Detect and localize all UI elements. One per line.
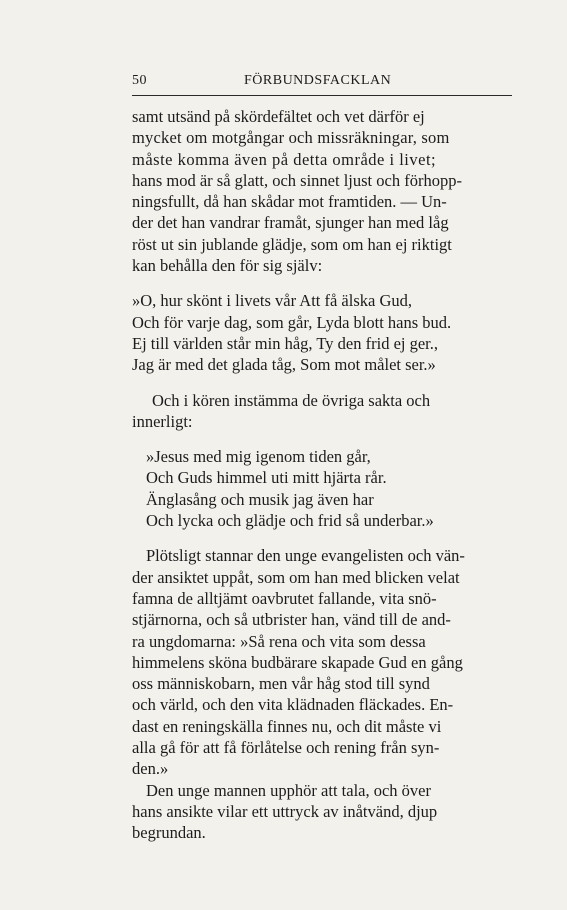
verse-line: Och lycka och glädje och frid så underbar.»: [146, 511, 434, 531]
paragraph-4: [132, 780, 512, 844]
text-line: Och i kören instämma de övriga sakta och: [152, 390, 431, 410]
text-line: kan behålla den för sig själv:: [132, 256, 323, 276]
verse-line: Jag är med det glada tåg, Som mot målet ser.»: [132, 355, 436, 375]
text-line: och värld, och den vita klädnaden fläckades. En-: [132, 695, 454, 715]
verse-line: Och för varje dag, som går, Lyda blott hans bud.: [132, 312, 452, 332]
text-line: dast en reningskälla finnes nu, och dit måste vi: [132, 716, 442, 736]
running-title: FÖRBUNDSFACKLAN: [244, 73, 392, 88]
text-line: mycket om motgångar och missräkningar, som: [132, 128, 450, 148]
text-line: ra ungdomarna: »Så rena och vita som dessa: [132, 631, 426, 651]
text-line: innerligt:: [132, 411, 193, 431]
text-line: hans mod är så glatt, och sinnet ljust och förhopp-: [132, 170, 462, 190]
verse-line: Och Guds himmel uti mitt hjärta rår.: [146, 468, 387, 488]
text-line: stjärnorna, och så utbrister han, vänd till de and-: [132, 610, 451, 630]
verse-line: Ej till världen står min håg, Ty den frid ej ger.,: [132, 333, 439, 353]
text-line: alla gå för att få förlåtelse och rening från syn-: [132, 738, 440, 758]
text-line: Plötsligt stannar den unge evangelisten och vän-: [146, 546, 465, 566]
verse-line: »O, hur skönt i livets vår Att få älska Gud,: [132, 291, 413, 311]
text-line: ningsfullt, då han skådar mot framtiden. — Un-: [132, 192, 447, 212]
text-line: der ansiktet uppåt, som om han med blicken velat: [132, 567, 460, 587]
paragraph-1: [132, 106, 512, 276]
paragraph-3: [132, 545, 512, 779]
text-line: samt utsänd på skördefältet och vet därför ej: [132, 107, 425, 126]
text-line: röst ut sin jublande glädje, som om han ej riktigt: [132, 234, 452, 254]
verse-1: [132, 290, 512, 375]
verse-line: Änglasång och musik jag även har: [146, 489, 374, 509]
text-line: begrundan.: [132, 823, 206, 843]
text-line: himmelens sköna budbärare skapade Gud en gång: [132, 652, 463, 672]
page-body: [132, 106, 512, 844]
text-line: måste komma även på detta område i livet;: [132, 149, 437, 169]
text-line: oss människobarn, men vår håg stod till synd: [132, 674, 430, 694]
text-line: Den unge mannen upphör att tala, och över: [146, 780, 431, 800]
verse-2: [132, 446, 512, 531]
text-line: den.»: [132, 759, 169, 779]
page-number: 50: [132, 73, 147, 88]
page-header: [132, 73, 512, 96]
verse-line: »Jesus med mig igenom tiden går,: [146, 447, 371, 467]
text-line: der det han vandrar framåt, sjunger han med låg: [132, 213, 449, 233]
text-line: famna de alltjämt oavbrutet fallande, vita snö-: [132, 588, 437, 608]
paragraph-2: [132, 390, 512, 433]
text-line: hans ansikte vilar ett uttryck av inåtvänd, djup: [132, 801, 438, 821]
